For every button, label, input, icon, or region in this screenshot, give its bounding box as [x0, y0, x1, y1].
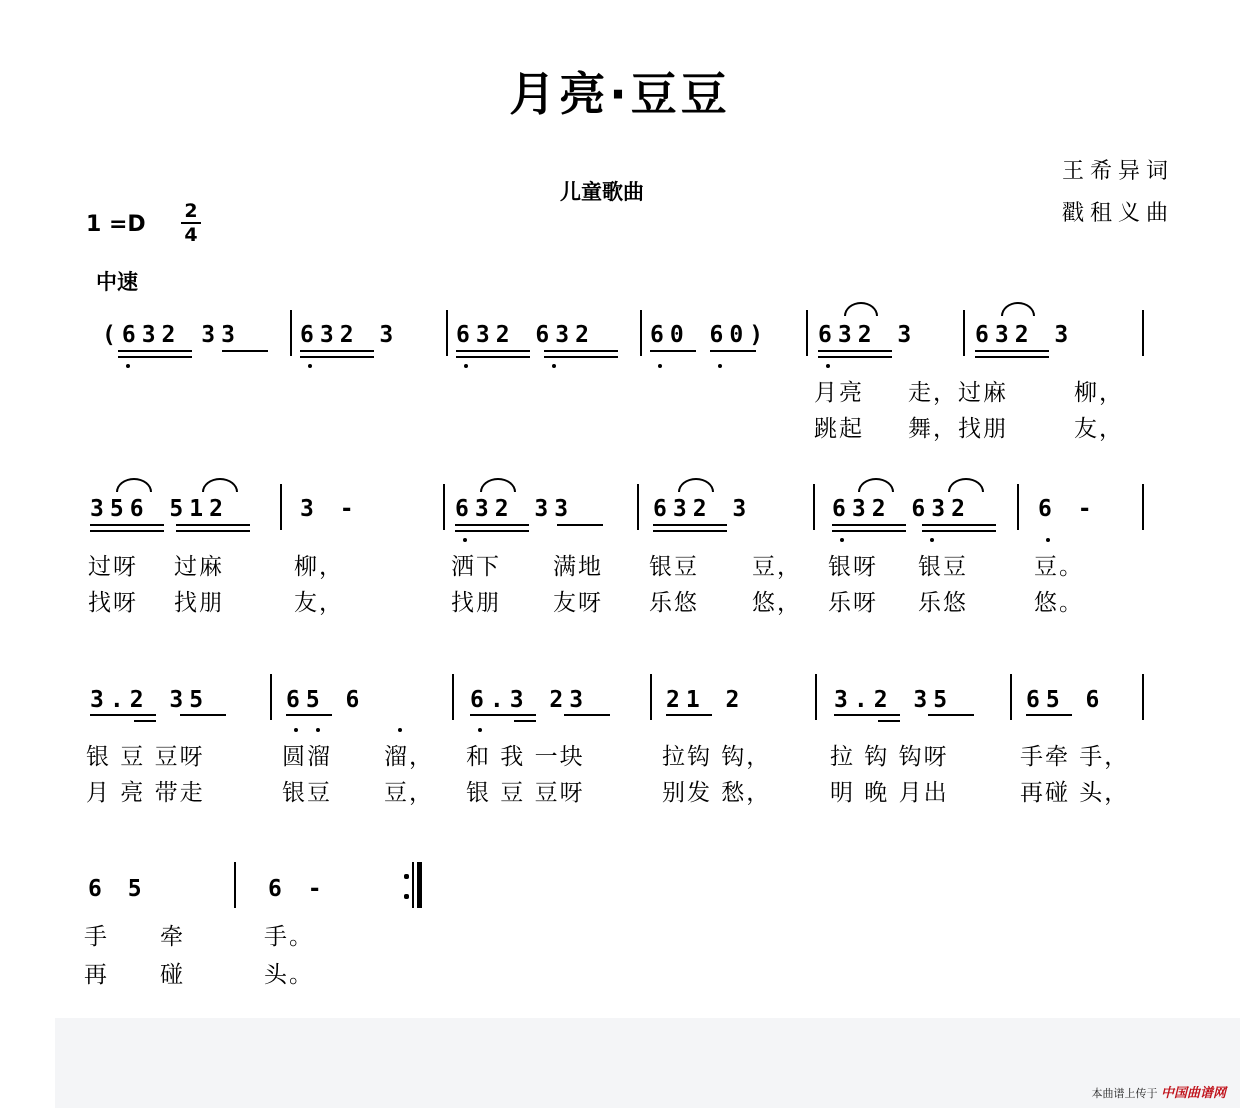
measure: 65 6 [286, 687, 366, 713]
bar-line [813, 484, 815, 530]
lyric-syllable: 找呀 [88, 590, 138, 616]
measure: 21 2 [666, 687, 746, 713]
lyric-syllable: 舞，找朋 [908, 416, 1008, 442]
low-octave-dot [308, 364, 312, 368]
lyric-syllable: 圆溜 [282, 744, 332, 770]
slur [844, 302, 878, 316]
lyric-syllable: 再 [84, 962, 109, 988]
lyric-syllable: 溜， [384, 744, 434, 770]
upload-credit [1091, 1082, 1226, 1101]
song-genre: 儿童歌曲 [560, 180, 644, 204]
lyric-syllable: 银 豆 豆呀 [466, 780, 585, 806]
beam [666, 714, 712, 716]
beam [456, 350, 530, 352]
measure: 632 3 [653, 496, 753, 522]
slur [948, 478, 984, 492]
lyric-syllable: 豆。 [1034, 554, 1084, 580]
measure: 3.2 35 [834, 687, 954, 713]
lyric-syllable: 跳起 [814, 416, 864, 442]
beam [455, 530, 529, 532]
beam [180, 714, 226, 716]
beam [710, 350, 756, 352]
lyric-syllable: 银呀 [828, 554, 878, 580]
slur [1001, 302, 1035, 316]
low-octave-dot [552, 364, 556, 368]
lyricist-credit: 王希异词 [1062, 159, 1175, 184]
bar-line [637, 484, 639, 530]
key-signature: 1 =D [86, 212, 146, 237]
time-signature-top: 2 [184, 200, 198, 222]
beam [928, 714, 974, 716]
lyric-syllable: 柳， [294, 554, 344, 580]
song-title: 月亮·豆豆 [509, 67, 731, 121]
footer-band [55, 1018, 1240, 1108]
beam [470, 714, 536, 716]
beam [456, 356, 530, 358]
bar-line [417, 862, 422, 908]
composer-credit: 戳租义曲 [1062, 201, 1175, 226]
low-octave-dot [718, 364, 722, 368]
low-octave-dot [840, 538, 844, 542]
bar-line [290, 310, 292, 356]
beam [134, 720, 156, 722]
bar-line [815, 674, 817, 720]
lyric-syllable: 拉 钩 钩呀 [830, 744, 949, 770]
low-octave-dot [463, 538, 467, 542]
upload-text: 本曲谱上传于 [1091, 1087, 1158, 1100]
lyric-syllable: 柳， [1074, 380, 1124, 406]
beam [653, 530, 727, 532]
beam [118, 356, 192, 358]
bar-line [280, 484, 282, 530]
bar-line [1142, 484, 1144, 530]
lyric-syllable: 友， [294, 590, 344, 616]
bar-line [1142, 310, 1144, 356]
low-octave-dot [478, 728, 482, 732]
lyric-syllable: 手。 [264, 924, 314, 950]
beam [176, 530, 250, 532]
beam [90, 524, 164, 526]
low-octave-dot [398, 728, 402, 732]
measure: 632 3 [975, 322, 1075, 348]
measure: 6 5 [88, 876, 148, 902]
beam [975, 356, 1049, 358]
beam [922, 524, 996, 526]
beam [832, 530, 906, 532]
slur [858, 478, 894, 492]
measure: 6.3 23 [470, 687, 590, 713]
lyric-syllable: 再碰 头， [1020, 780, 1130, 806]
lyric-syllable: 明 晚 月出 [830, 780, 949, 806]
beam [544, 356, 618, 358]
lyric-syllable: 友呀 [553, 590, 603, 616]
measure: 6 - [268, 876, 328, 902]
beam [118, 350, 192, 352]
lyric-syllable: 银豆 [649, 554, 699, 580]
beam [300, 356, 374, 358]
lyric-syllable: 友， [1074, 416, 1124, 442]
lyric-syllable: 豆， [384, 780, 434, 806]
lyric-syllable: 碰 [160, 962, 185, 988]
beam [300, 350, 374, 352]
measure: 3 - [300, 496, 360, 522]
measure: 6 - [1038, 496, 1098, 522]
measure: 60 60) [650, 322, 770, 348]
lyric-syllable: 手牵 手， [1020, 744, 1130, 770]
low-octave-dot [316, 728, 320, 732]
beam [818, 356, 892, 358]
lyric-syllable: 牵 [160, 924, 185, 950]
beam [832, 524, 906, 526]
lyric-syllable: 洒下 [451, 554, 501, 580]
measure: 356 512 [90, 496, 229, 522]
beam [975, 350, 1049, 352]
beam [455, 524, 529, 526]
beam [514, 720, 536, 722]
lyric-syllable: 手 [84, 924, 109, 950]
slur [480, 478, 516, 492]
lyric-syllable: 拉钩 钩， [662, 744, 772, 770]
lyric-syllable: 头。 [264, 962, 314, 988]
lyric-syllable: 银豆 [918, 554, 968, 580]
measure: (632 33 [102, 322, 241, 348]
beam [834, 714, 900, 716]
low-octave-dot [826, 364, 830, 368]
slur [678, 478, 714, 492]
measure: 632 632 [832, 496, 971, 522]
beam [90, 714, 156, 716]
beam [650, 350, 696, 352]
bar-line [270, 674, 272, 720]
lyric-syllable: 过麻 [174, 554, 224, 580]
lyric-syllable: 乐悠 [649, 590, 699, 616]
lyric-syllable: 豆， [752, 554, 802, 580]
beam [176, 524, 250, 526]
beam [653, 524, 727, 526]
low-octave-dot [658, 364, 662, 368]
lyric-syllable: 乐悠 [918, 590, 968, 616]
lyric-syllable: 乐呀 [828, 590, 878, 616]
bar-line [452, 674, 454, 720]
slur [202, 478, 238, 492]
bar-line [650, 674, 652, 720]
beam [922, 530, 996, 532]
lyric-syllable: 和 我 一块 [466, 744, 585, 770]
measure: 632 3 [300, 322, 400, 348]
measure: 632 33 [455, 496, 575, 522]
tempo-marking: 中速 [96, 270, 138, 294]
bar-line [1010, 674, 1012, 720]
lyric-syllable: 满地 [553, 554, 603, 580]
bar-line [640, 310, 642, 356]
low-octave-dot [930, 538, 934, 542]
low-octave-dot [294, 728, 298, 732]
measure: 3.2 35 [90, 687, 210, 713]
bar-line [412, 862, 414, 908]
lyric-syllable: 银豆 [282, 780, 332, 806]
beam [557, 524, 603, 526]
bar-line [1017, 484, 1019, 530]
low-octave-dot [1046, 538, 1050, 542]
slur [116, 478, 152, 492]
lyric-syllable: 悠， [752, 590, 802, 616]
bar-line [234, 862, 236, 908]
time-signature-bottom: 4 [184, 224, 198, 246]
measure: 632 3 [818, 322, 918, 348]
lyric-syllable: 银 豆 豆呀 [86, 744, 205, 770]
bar-line [1142, 674, 1144, 720]
beam [222, 350, 268, 352]
lyric-syllable: 月 亮 带走 [86, 780, 205, 806]
beam [818, 350, 892, 352]
lyric-syllable: 别发 愁， [662, 780, 772, 806]
low-octave-dot [126, 364, 130, 368]
repeat-dot [404, 894, 409, 899]
lyric-syllable: 找朋 [451, 590, 501, 616]
time-signature [180, 200, 202, 246]
beam [90, 530, 164, 532]
beam [564, 714, 610, 716]
bar-line [443, 484, 445, 530]
low-octave-dot [464, 364, 468, 368]
lyric-syllable: 走，过麻 [908, 380, 1008, 406]
lyric-syllable: 过呀 [88, 554, 138, 580]
beam [544, 350, 618, 352]
beam [286, 714, 332, 716]
beam [1026, 714, 1072, 716]
bar-line [963, 310, 965, 356]
beam [878, 720, 900, 722]
measure: 65 6 [1026, 687, 1106, 713]
lyric-syllable: 月亮 [814, 380, 864, 406]
repeat-dot [404, 874, 409, 879]
lyric-syllable: 找朋 [174, 590, 224, 616]
lyric-syllable: 悠。 [1034, 590, 1084, 616]
site-logo-text[interactable]: 中国曲谱网 [1160, 1086, 1226, 1101]
measure: 632 632 [456, 322, 595, 348]
bar-line [806, 310, 808, 356]
bar-line [446, 310, 448, 356]
